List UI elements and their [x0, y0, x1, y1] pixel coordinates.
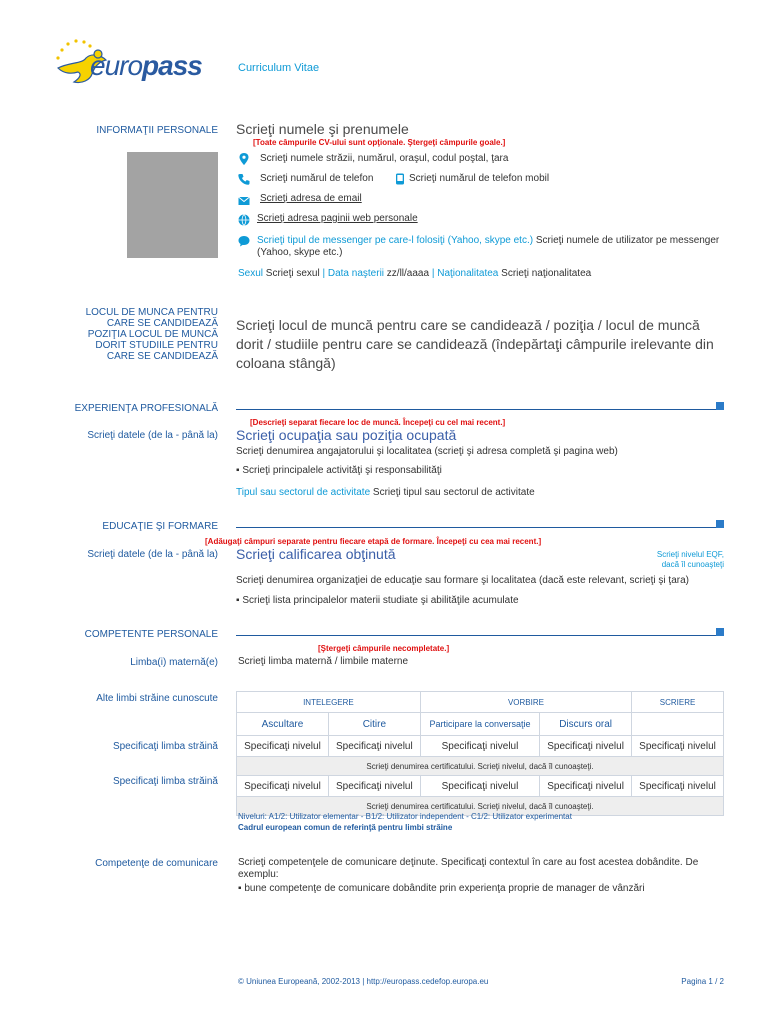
personal-details-line	[238, 268, 591, 280]
separator-1: |	[322, 268, 326, 279]
language-row-label-1: Specificaţi limba străină	[112, 741, 218, 752]
experience-divider-square	[716, 402, 724, 410]
eqf-level-line2: dacă îl cunoaşteţi	[661, 560, 724, 569]
phone-icon	[238, 173, 250, 185]
level-cell: Specificaţi nivelul	[540, 736, 632, 757]
level-cell: Specificaţi nivelul	[328, 776, 420, 797]
education-divider	[236, 527, 716, 528]
understanding-header: INTELEGERE	[237, 692, 421, 713]
level-cell: Specificaţi nivelul	[632, 776, 724, 797]
logo-euro-text: euro	[90, 50, 143, 81]
nationality-label: Naţionalitatea	[434, 268, 499, 279]
experience-heading: EXPERIENŢA PROFESIONALĂ	[74, 403, 218, 414]
level-cell: Specificaţi nivelul	[237, 776, 329, 797]
personal-info-heading: INFORMAŢII PERSONALE	[96, 125, 218, 136]
messenger-username: Scrieţi numele de utilizator pe messenger (Yahoo, skype etc.)	[257, 235, 720, 258]
email-link[interactable]: Scrieţi adresa de email	[260, 193, 362, 204]
mother-tongue-value: Scrieţi limba maternă / limbile materne	[238, 656, 409, 667]
education-organisation: Scrieţi denumirea organizaţiei de educaţie sau formare şi localitatea (dacă este relevant, scrieţi şi ţara)	[236, 575, 689, 586]
experience-sector-line	[236, 487, 535, 499]
mother-tongue-label: Limba(i) maternă(e)	[130, 657, 218, 668]
experience-divider	[236, 409, 716, 410]
sex-value: Scrieţi sexul	[263, 268, 323, 279]
sector-value: Scrieţi tipul sau sectorul de activitate	[370, 487, 535, 498]
listening-subheader: Ascultare	[237, 713, 329, 736]
eqf-level-line1: Scrieţi nivelul EQF,	[656, 550, 724, 559]
photo-placeholder	[127, 152, 218, 258]
birth-value: zz/ll/aaaa	[384, 268, 432, 279]
skills-heading: COMPETENTE PERSONALE	[84, 629, 218, 640]
certificate-cell: Scrieţi denumirea certificatului. Scrieţi nivelul, dacă îl cunoaşteţi.	[237, 797, 724, 816]
speaking-header: VORBIRE	[420, 692, 631, 713]
production-subheader: Discurs oral	[540, 713, 632, 736]
education-subjects: ▪ Scrieţi lista principalelor materii studiate şi abilităţile acumulate	[236, 595, 519, 606]
education-dates: Scrieţi datele (de la - până la)	[87, 549, 218, 560]
europass-logo	[52, 38, 222, 90]
logo-pass-text: pass	[142, 50, 202, 81]
mobile-text: Scrieţi numărul de telefon mobil	[409, 173, 550, 184]
table-row	[237, 776, 724, 797]
other-languages-label: Alte limbi străine cunoscute	[96, 693, 218, 704]
communication-skills-label: Competenţe de comunicare	[95, 858, 218, 869]
phone-text: Scrieţi numărul de telefon	[260, 173, 374, 184]
messenger-type: Scrieţi tipul de messenger pe care-l folosiţi (Yahoo, skype etc.)	[257, 235, 534, 246]
optional-fields-note: [Toate câmpurile CV-ului sunt opţionale. Ştergeţi câmpurile goale.]	[253, 138, 506, 147]
position-text: Scrieţi locul de muncă pentru care se candidează / poziţia / locul de muncă dorit / studiile pentru care se candidează (îndepărtaţi câmpurile irelevante din coloana stângă)	[236, 317, 714, 371]
education-note: [Adăugaţi câmpuri separate pentru fiecare etapă de formare. Începeţi cu cea mai recent.]	[205, 537, 542, 546]
level-cell: Specificaţi nivelul	[237, 736, 329, 757]
full-name: Scrieţi numele şi prenumele	[236, 121, 409, 137]
language-row-label-2: Specificaţi limba străină	[112, 776, 218, 787]
education-divider-square	[716, 520, 724, 528]
level-cell: Specificaţi nivelul	[632, 736, 724, 757]
location-pin-icon	[238, 153, 250, 165]
skills-divider	[236, 635, 716, 636]
level-cell: Specificaţi nivelul	[540, 776, 632, 797]
communication-skills-bullet: ▪ bune competenţe de comunicare dobândite prin experienţa proprie de manager de vânzări	[238, 883, 645, 894]
messenger-bubble-icon	[238, 235, 250, 247]
communication-skills-text: Scrieţi competenţele de comunicare deţinute. Specificaţi contextul în care au fost acestea dobândite. De exemplu:	[238, 857, 699, 880]
writing-header: SCRIERE	[632, 692, 724, 713]
web-link[interactable]: Scrieţi adresa paginii web personale	[257, 213, 418, 224]
eqf-level	[620, 550, 724, 570]
experience-occupation: Scrieţi ocupaţia sau poziţia ocupată	[236, 427, 457, 443]
level-cell: Specificaţi nivelul	[420, 776, 539, 797]
document-title: Curriculum Vitae	[238, 62, 320, 74]
position-label: LOCUL DE MUNCA PENTRU CARE SE CANDIDEAZĂ POZIŢIA LOCUL DE MUNCĂ DORIT STUDIILE PENTRU CARE SE CANDIDEAZĂ	[85, 307, 218, 362]
level-cell: Specificaţi nivelul	[328, 736, 420, 757]
experience-dates: Scrieţi datele (de la - până la)	[87, 430, 218, 441]
separator-2: |	[431, 268, 435, 279]
table-row	[237, 736, 724, 757]
birth-label: Data naşterii	[325, 268, 385, 279]
messenger-line	[257, 235, 727, 259]
email-envelope-icon	[238, 195, 250, 207]
skills-divider-square	[716, 628, 724, 636]
web-globe-icon	[238, 214, 250, 226]
experience-employer: Scrieţi denumirea angajatorului şi localitatea (scrieţi şi adresa completă şi pagina web)	[236, 446, 618, 457]
reading-subheader: Citire	[328, 713, 420, 736]
nationality-value: Scrieţi naţionalitatea	[498, 268, 592, 279]
sex-label: Sexul	[238, 268, 264, 279]
cefr-link[interactable]: Cadrul european comun de referinţă pentru limbi străine	[238, 823, 453, 832]
experience-note: [Descrieţi separat fiecare loc de muncă. Începeţi cu cel mai recent.]	[250, 418, 506, 427]
levels-legend: Niveluri: A1/2: Utilizator elementar - B1/2: Utilizator independent - C1/2: Utilizator experimentat	[238, 812, 572, 821]
education-heading: EDUCAŢIE ŞI FORMARE	[102, 521, 218, 532]
experience-activities: ▪ Scrieţi principalele activităţi şi responsabilităţi	[236, 465, 442, 476]
skills-note: [Ştergeţi câmpurile necompletate.]	[318, 644, 450, 653]
address-text: Scrieţi numele străzii, numărul, oraşul, codul poştal, ţara	[260, 153, 509, 164]
interaction-subheader: Participare la conversaţie	[420, 713, 539, 736]
footer-copyright: © Uniunea Europeană, 2002-2013 | http://europass.cedefop.europa.eu	[238, 977, 489, 986]
writing-subheader-empty	[632, 713, 724, 736]
mobile-phone-icon	[394, 173, 406, 185]
sector-label: Tipul sau sectorul de activitate	[236, 487, 371, 498]
education-qualification: Scrieţi calificarea obţinută	[236, 546, 396, 562]
level-cell: Specificaţi nivelul	[420, 736, 539, 757]
certificate-cell: Scrieţi denumirea certificatului. Scrieţi nivelul, dacă îl cunoaşteţi.	[237, 757, 724, 776]
footer-page-number: Pagina 1 / 2	[681, 977, 724, 986]
languages-table	[236, 691, 724, 816]
